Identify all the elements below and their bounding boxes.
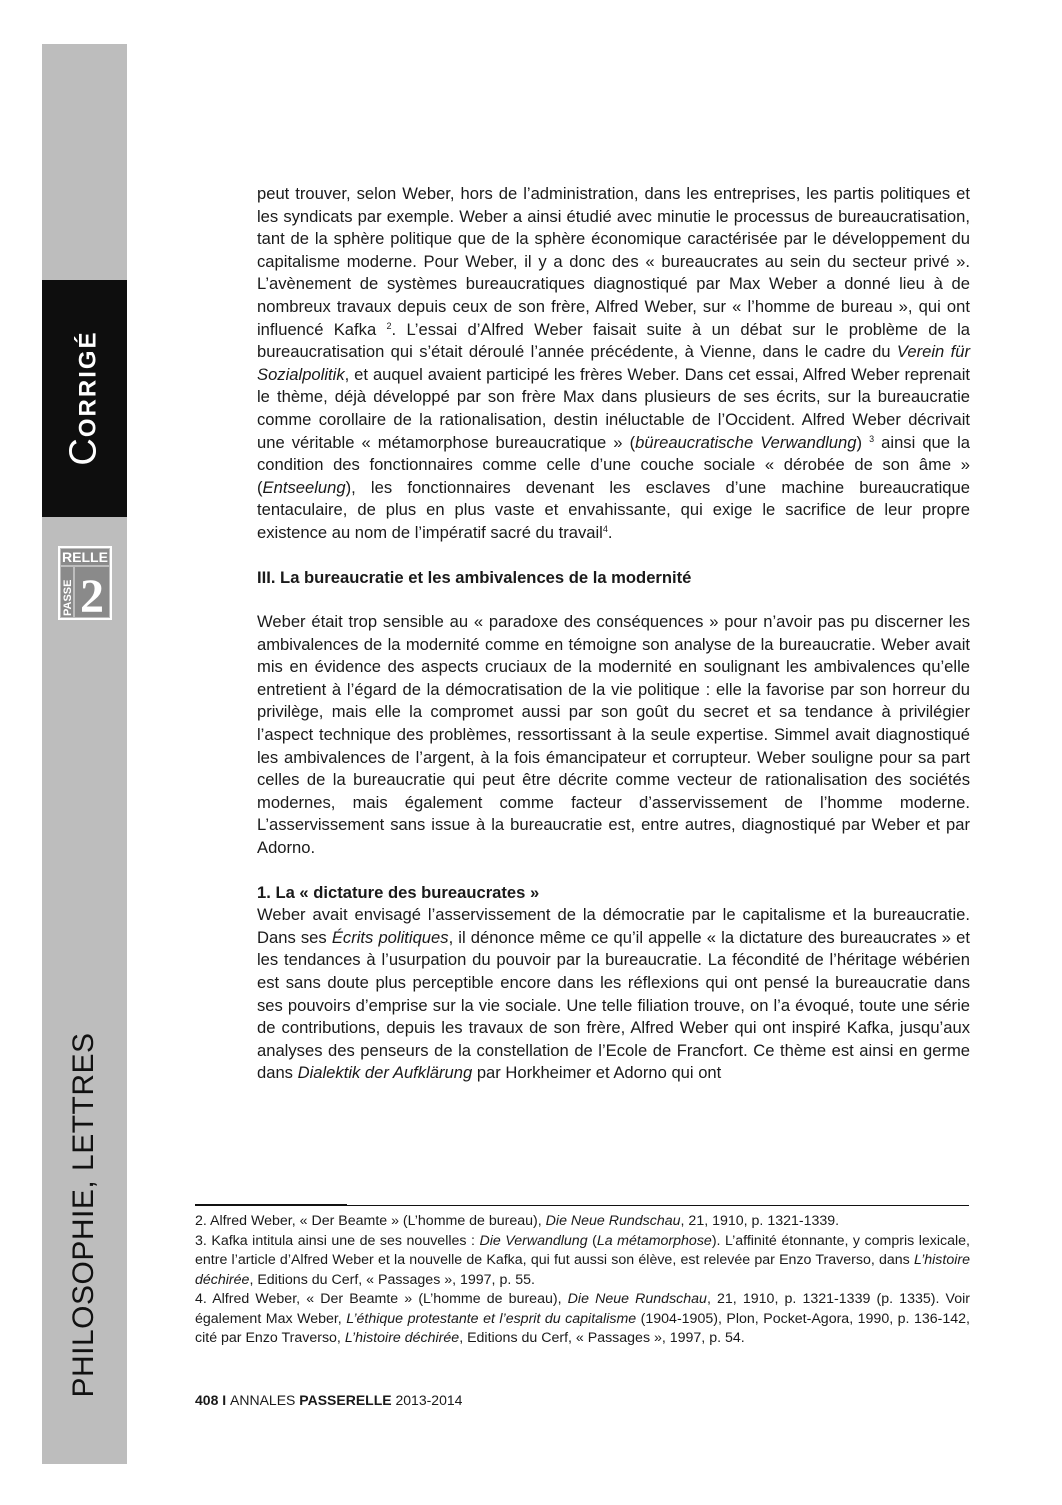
footnote-3: 3. Kafka intitula ainsi une de ses nouvelles : Die Verwandlung (La métamorphose). L’affinité étonnante, y compris lexicale, entre l’article d’Alfred Weber et la nouvelle de Kafka, qui fut aussi son élève, est relevée par Enzo Traverso, dans L’histoire déchirée, Editions du Cerf, « Passages », 1997, p. 55.	[195, 1232, 970, 1288]
brand-name: PASSERELLE	[299, 1392, 392, 1408]
footnote-rule-thin	[347, 1205, 969, 1206]
footnote-2: 2. Alfred Weber, « Der Beamte » (L’homme de bureau), Die Neue Rundschau, 21, 1910, p. 1321-1339.	[195, 1213, 840, 1229]
paragraph-1: peut trouver, selon Weber, hors de l’administration, dans les entreprises, les partis politiques et les syndicats par exemple. Weber a ainsi étudié avec minutie le processus de bureaucratisation, tant de la sphère politique que de la sphère économique caractérisée par le développement du capitalisme moderne. Pour Weber, il y a donc des « bureaucrates au sein du secteur privé ». L’avènement de systèmes bureaucratiques diagnostiqué par Max Weber a donné lieu à de nombreux travaux depuis ceux de son frère, Alfred Weber, sur « l’homme de bureau », qui ont influencé Kafka $^2$. L’essai d’Alfred Weber faisait suite à un débat sur le problème de la bureaucratisation qui s’était déroulé l’année précédente, à Vienne, dans le cadre du Verein für Sozialpolitik, et auquel avaient participé les frères Weber. Dans cet essai, Alfred Weber reprenait le thème, déjà développé par son frère Max dans plusieurs de ses écrits, sur la bureaucratie comme corollaire de la rationalisation, destin inéluctable de l’Occident. Alfred Weber décrivait une véritable « métamorphose bureaucratique » (büreaucratische Verwandlung) $^3$ ainsi que la condition des fonctionnaires comme celle d’une couche sociale « dérobée de son âme » (Entseelung), les fonctionnaires devenant les esclaves d’une machine bureaucratique tentaculaire, de plus en plus vaste et envahissante, qui exige le sacrifice de leur propre existence au nom de l’impératif sacré du travail$^4$.	[257, 184, 970, 542]
main-text	[257, 183, 970, 1085]
corrige-label: CORRIGÉ	[62, 330, 105, 466]
section-heading-3: III. La bureaucratie et les ambivalences de la modernité	[257, 567, 692, 587]
footnote-4: 4. Alfred Weber, « Der Beamte » (L’homme de bureau), Die Neue Rundschau, 21, 1910, p. 1321-1339 (p. 1335). Voir également Max Weber, L’éthique protestante et l’esprit du capitalisme (1904-1905), Plon, Pocket-Agora, 1990, p. 136-142, cité par Enzo Traverso, L’histoire déchirée, Editions du Cerf, « Passages », 1997, p. 54.	[195, 1291, 971, 1346]
passerelle-2-logo	[58, 546, 112, 620]
logo-side-word: PASSE	[62, 579, 74, 616]
footnote-ref-3: 3	[869, 433, 875, 444]
footnotes	[195, 1212, 970, 1349]
footnote-rule	[195, 1204, 347, 1206]
subsection-heading-1: 1. La « dictature des bureaucrates »	[257, 882, 540, 902]
logo-word: RELLE	[62, 549, 108, 565]
paragraph-3: Weber avait envisagé l’asservissement de la démocratie par le capitalisme et la bureaucratie. Dans ses Écrits politiques, il dénonce même ce qu’il appelle « la dictature des bureaucrates » et les tendances à l’usurpation du pouvoir par la bureaucratie. La fécondité de l’héritage wébérien est sans doute plus perceptible encore dans les réflexions qui ont pensé la bureaucratie dans ses pouvoirs d’emprise sur la vie sociale. Une telle filiation trouve, on l’a évoqué, toute une série de contributions, depuis les travaux de son frère, Alfred Weber qui ont inspiré Kafka, jusqu’aux analyses des penseurs de la constellation de l’Ecole de Francfort. Ce thème est ainsi en germe dans Dialektik der Aufklärung par Horkheimer et Adorno qui ont	[257, 905, 971, 1083]
page-number: 408	[195, 1392, 219, 1408]
footnote-ref-2: 2	[386, 320, 392, 331]
section-label: PHILOSOPHIE, LETTRES	[67, 1032, 100, 1398]
logo-number: 2	[80, 570, 104, 620]
page-footer: 408 I ANNALES PASSERELLE 2013-2014	[195, 1392, 463, 1408]
paragraph-2: Weber était trop sensible au « paradoxe des conséquences » pour n’avoir pas pu discerner les ambivalences de la modernité comme en témoigne son analyse de la bureaucratie. Weber avait mis en évidence des aspects cruciaux de la modernité en soulignant les ambivalences qu’elle entretient à l’égard de la démocratisation de la vie politique : elle la favorise par son horreur du privilège, mais elle la compromet aussi par son goût du secret et sa tendance à privilégier l’aspect technique des problèmes, ressortissant à la seule expertise. Simmel avait diagnostiqué les ambivalences de l’argent, à la fois émancipateur et corrupteur. Weber souligne pour sa part celles de la bureaucratie qui peut être décrite comme vecteur de rationalisation des sociétés modernes, mais également comme facteur d’asservissement de l’homme moderne. L’asservissement sans issue à la bureaucratie est, entre autres, diagnostiqué par Weber et par Adorno.	[257, 612, 970, 858]
footnote-ref-4: 4	[602, 523, 608, 534]
